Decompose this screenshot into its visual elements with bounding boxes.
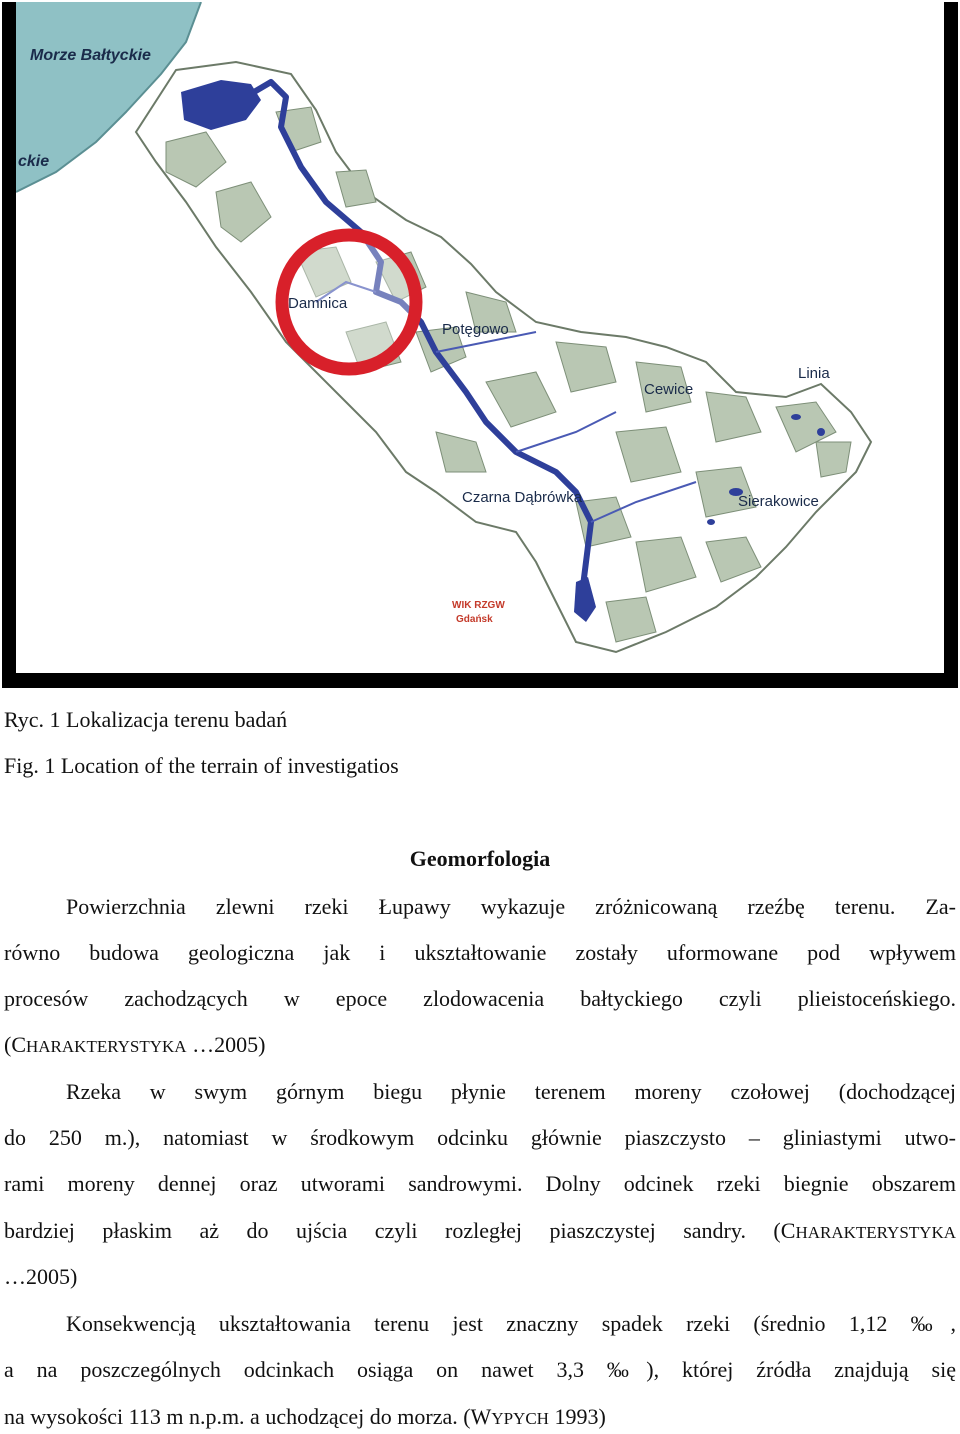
sea-label: Morze Bałtyckie — [30, 47, 151, 64]
lake-label: ckie — [18, 153, 50, 170]
citation-rest: 1993) — [548, 1404, 606, 1429]
citation-smallcaps: HARAKTERYSTYKA — [26, 1037, 187, 1056]
citation-line: …2005) — [4, 1264, 78, 1289]
paragraph-line: rami moreny dennej oraz utworami sandrowymi. Dolny odcinek rzeki biegnie obszarem — [4, 1171, 956, 1196]
place-potegowo: Potęgowo — [442, 321, 509, 338]
map-credit-line1: WIK RZGW — [452, 600, 505, 611]
citation-open: (C — [4, 1032, 26, 1057]
citation-smallcaps: YPYCH — [491, 1409, 549, 1428]
line-text: bardziej płaskim aż do ujścia czyli rozległej piaszczystej sandry. (C — [4, 1218, 796, 1243]
map-credit-line2: Gdańsk — [456, 614, 493, 625]
catchment-map — [16, 2, 944, 673]
figure-caption-polish: Ryc. 1 Lokalizacja terenu badań — [4, 707, 288, 732]
place-czarna-dabrowka: Czarna Dąbrówka — [462, 489, 583, 506]
paragraph-line — [4, 1216, 956, 1248]
paragraph-line: do 250 m.), natomiast w środkowym odcinku głównie piaszczysto – gliniastymi utwo- — [4, 1125, 956, 1150]
citation-rest: …2005) — [186, 1032, 266, 1057]
place-sierakowice: Sierakowice — [738, 493, 819, 510]
paragraph-line — [4, 1402, 956, 1434]
paragraph-line: Rzeka w swym górnym biegu płynie terenem moreny czołowej (dochodzącej — [66, 1079, 956, 1104]
paragraph-line: równo budowa geologiczna jak i ukształtowanie zostały uformowane pod wpływem — [4, 940, 956, 965]
citation-line — [4, 1030, 956, 1062]
line-text: na wysokości 113 m n.p.m. a uchodzącej do morza. (W — [4, 1404, 492, 1429]
section-heading: Geomorfologia — [409, 846, 551, 871]
place-damnica: Damnica — [288, 295, 348, 312]
paragraph-line: Powierzchnia zlewni rzeki Łupawy wykazuje zróżnicowaną rzeźbę terenu. Za- — [66, 894, 956, 919]
citation-smallcaps: HARAKTERYSTYKA — [795, 1223, 956, 1242]
place-cewice: Cewice — [644, 381, 694, 398]
place-linia: Linia — [798, 365, 830, 382]
map-frame — [2, 2, 958, 688]
paragraph-line: a na poszczególnych odcinkach osiąga on nawet 3,3 ‰), której źródła znajdują się — [4, 1357, 956, 1382]
figure-caption-english: Fig. 1 Location of the terrain of investigatios — [4, 753, 399, 778]
catchment-outline — [136, 62, 871, 652]
paragraph-line: Konsekwencją ukształtowania terenu jest znaczny spadek rzeki (średnio 1,12 ‰, — [66, 1311, 956, 1336]
paragraph-line: procesów zachodzących w epoce zlodowacenia bałtyckiego czyli plieistoceńskiego. — [4, 986, 956, 1011]
